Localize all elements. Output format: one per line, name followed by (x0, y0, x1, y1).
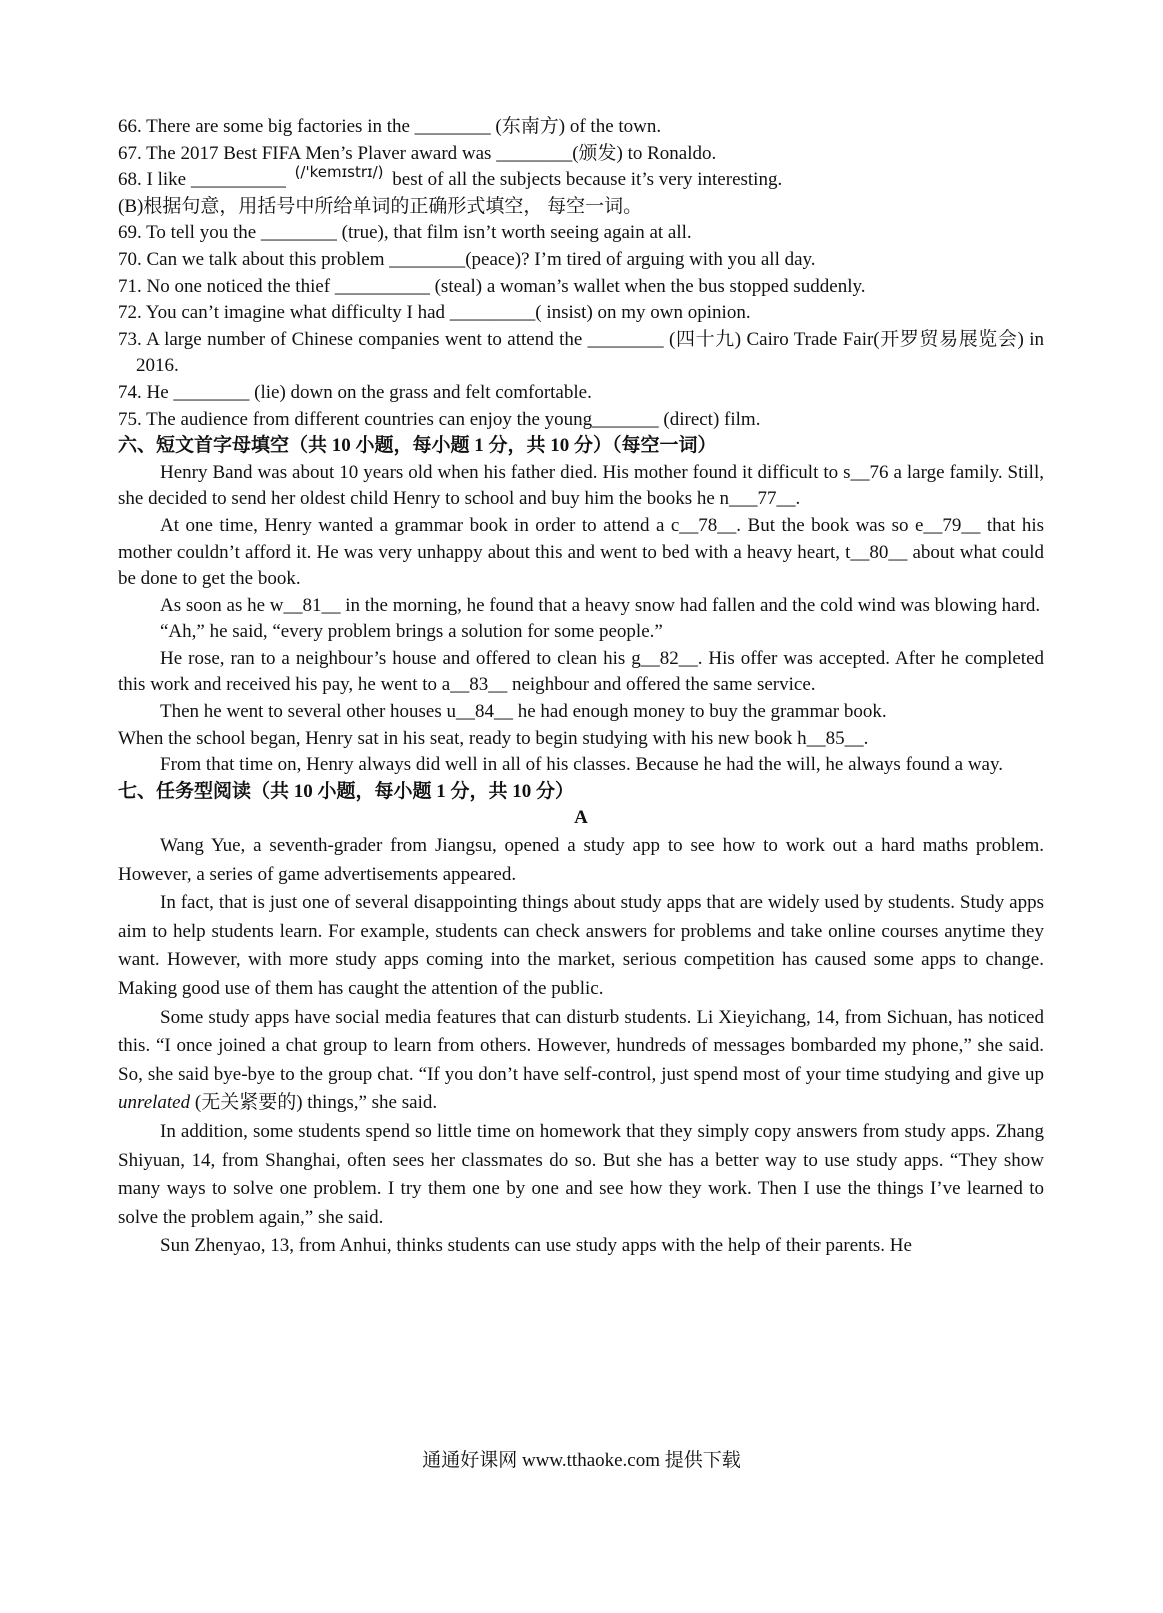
question-69: 69. To tell you the ________ (true), that film isn’t worth seeing again at all. (118, 222, 692, 244)
question-71: 71. No one noticed the thief __________ (steal) a woman’s wallet when the bus stopped suddenly. (118, 275, 866, 297)
part-b-instruction: (B)根据句意，用括号中所给单词的正确形式填空， 每空一词。 (118, 195, 643, 217)
reading-text: Some study apps have social media features that can disturb students. Li Xieyichang, 14, from Sichuan, has noticed this. “I once joined a chat group to learn from others. However, hundreds of messages bombarded my phone,” she said. So, she said bye-bye to the group chat. “If you don’t have self-control, just spend most of your time studying and give up (118, 1006, 1044, 1085)
question-68 (118, 163, 1044, 194)
italic-word: unrelated (118, 1092, 191, 1114)
exam-page (118, 114, 1044, 1261)
cloze-paragraph: “Ah,” he said, “every problem brings a solution for some people.” (160, 621, 663, 643)
question-66: 66. There are some big factories in the ________ (东南方) of the town. (118, 116, 662, 137)
reading-paragraph: In fact, that is just one of several disappointing things about study apps that are widely used by students. Study apps aim to help students learn. For example, students can check answers for problems and take online courses anytime they want. However, with more study apps coming into the market, serious competition has caused some apps to change. Making good use of them has caught the attention of the public. (118, 892, 1044, 999)
question-73: 73. A large number of Chinese companies went to attend the ________ (四十九) Cairo Trade Fair(开罗贸易展览会) in 2016. (118, 328, 1044, 377)
section-7-heading: 七、任务型阅读（共 10 小题，每小题 1 分，共 10 分） (118, 780, 575, 802)
question-74: 74. He ________ (lie) down on the grass and felt comfortable. (118, 381, 592, 403)
question-67: 67. The 2017 Best FIFA Men’s Plaver award was ________(颁发) to Ronaldo. (118, 142, 717, 164)
passage-label: A (574, 807, 588, 829)
cloze-paragraph: Henry Band was about 10 years old when his father died. His mother found it difficult to s__76 a large family. Still, she decided to send her oldest child Henry to school and buy him the books he n___77__. (118, 461, 1044, 510)
cloze-paragraph: At one time, Henry wanted a grammar book in order to attend a c__78__. But the book was so e__79__ that his mother couldn’t afford it. He was very unhappy about this and went to bed with a heavy heart, t__80__ about what could be done to get the book. (118, 514, 1044, 590)
reading-paragraph: Wang Yue, a seventh-grader from Jiangsu, opened a study app to see how to work out a hard maths problem. However, a series of game advertisements appeared. (118, 835, 1044, 885)
question-68-end: best of all the subjects because it’s very interesting. (392, 169, 783, 191)
section-6-heading: 六、短文首字母填空（共 10 小题，每小题 1 分，共 10 分）（每空一词） (118, 435, 717, 457)
question-75: 75. The audience from different countries can enjoy the young_______ (direct) film. (118, 408, 761, 430)
cloze-paragraph: When the school began, Henry sat in his seat, ready to begin studying with his new book h__85__. (118, 727, 869, 749)
page-footer: 通通好课网 www.tthaoke.com 提供下载 (422, 1450, 741, 1471)
reading-paragraph (118, 1004, 1044, 1118)
cloze-paragraph: He rose, ran to a neighbour’s house and offered to clean his g__82__. His offer was accepted. After he completed this work and received his pay, he went to a__83__ neighbour and offered the same service. (118, 647, 1044, 696)
question-68-start: 68. I like __________ (118, 169, 286, 191)
question-70: 70. Can we talk about this problem ________(peace)? I’m tired of arguing with you all day. (118, 248, 816, 270)
reading-paragraph: In addition, some students spend so little time on homework that they simply copy answers from study apps. Zhang Shiyuan, 14, from Shanghai, often sees her classmates do so. But she has a better way to use study apps. “They show many ways to solve one problem. I try them one by one and see how they work. Then I use the things I’ve learned to solve the problem again,” she said. (118, 1120, 1044, 1228)
question-72: 72. You can’t imagine what difficulty I had _________( insist) on my own opinion. (118, 302, 751, 324)
cloze-paragraph: From that time on, Henry always did well in all of his classes. Because he had the will, he always found a way. (160, 754, 1004, 776)
phonetic-transcription: (/'kemɪstrɪ/) (294, 163, 384, 182)
cloze-paragraph: As soon as he w__81__ in the morning, he found that a heavy snow had fallen and the cold wind was blowing hard. (160, 594, 1041, 616)
cloze-paragraph: Then he went to several other houses u__84__ he had enough money to buy the grammar book. (160, 701, 887, 723)
reading-paragraph: Sun Zhenyao, 13, from Anhui, thinks students can use study apps with the help of their parents. He (160, 1235, 912, 1257)
reading-text: (无关紧要的) things,” she said. (194, 1092, 438, 1114)
